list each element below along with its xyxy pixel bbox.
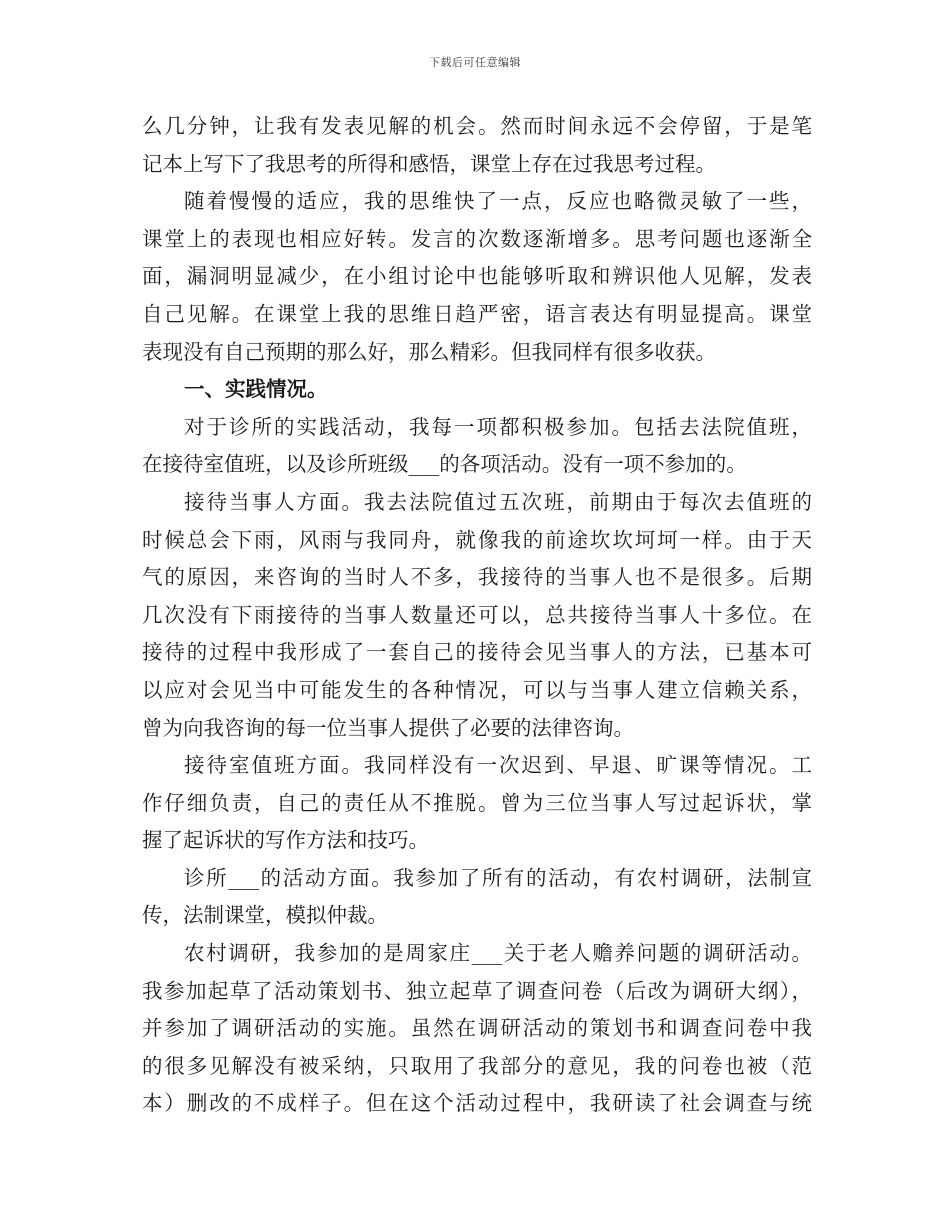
- text-line: 对于诊所的实践活动，我每一项都积极参加。包括去法院值班，: [184, 414, 812, 439]
- text-line: 几次没有下雨接待的当事人数量还可以，总共接待当事人十多位。在: [142, 602, 812, 627]
- text-line: 接待室值班方面。我同样没有一次迟到、早退、旷课等情况。工: [184, 753, 812, 778]
- text-line: 记本上写下了我思考的所得和感悟，课堂上存在过我思考过程。: [142, 151, 716, 176]
- text-line: 表现没有自己预期的那么好，那么精彩。但我同样有很多收获。: [142, 339, 716, 364]
- text-line: 我参加起草了活动策划书、独立起草了调查问卷（后改为调研大纲），: [142, 978, 812, 1003]
- text-line: 以应对会见当中可能发生的各种情况，可以与当事人建立信赖关系，: [142, 677, 812, 702]
- document-body: [142, 108, 812, 1123]
- text-line: 握了起诉状的写作方法和技巧。: [142, 828, 429, 853]
- text-line: 课堂上的表现也相应好转。发言的次数逐渐增多。思考问题也逐渐全: [142, 226, 812, 251]
- text-line: 并参加了调研活动的实施。虽然在调研活动的策划书和调查问卷中我: [142, 1016, 812, 1041]
- text-line: 作仔细负责，自己的责任从不推脱。曾为三位当事人写过起诉状，掌: [142, 790, 812, 815]
- text-line: 农村调研，我参加的是周家庄___关于老人赡养问题的调研活动。: [184, 941, 812, 966]
- text-line: 气的原因，来咨询的当时人不多，我接待的当事人也不是很多。后期: [142, 565, 812, 590]
- text-line: 么几分钟，让我有发表见解的机会。然而时间永远不会停留，于是笔: [142, 114, 812, 138]
- text-line: 的很多见解没有被采纳，只取用了我部分的意见，我的问卷也被（范: [142, 1053, 812, 1078]
- text-line: 随着慢慢的适应，我的思维快了一点，反应也略微灵敏了一些，: [184, 189, 812, 214]
- text-line: 在接待室值班，以及诊所班级___的各项活动。没有一项不参加的。: [142, 452, 747, 477]
- text-line: 诊所___的活动方面。我参加了所有的活动，有农村调研，法制宣: [184, 865, 812, 890]
- text-line: 曾为向我咨询的每一位当事人提供了必要的法律咨询。: [142, 715, 634, 740]
- text-line: 接待的过程中我形成了一套自己的接待会见当事人的方法，已基本可: [142, 640, 812, 665]
- text-line: 本）删改的不成样子。但在这个活动过程中，我研读了社会调查与统: [142, 1091, 812, 1116]
- text-line: 时候总会下雨，风雨与我同舟，就像我的前途坎坎坷坷一样。由于天: [142, 527, 812, 552]
- section-heading: 一、实践情况。: [184, 377, 328, 402]
- text-line: 面，漏洞明显减少，在小组讨论中也能够听取和辨识他人见解，发表: [142, 264, 812, 289]
- page-header: 下载后可任意编辑: [429, 56, 521, 69]
- text-line: 接待当事人方面。我去法院值过五次班，前期由于每次去值班的: [184, 489, 812, 514]
- text-line: 传，法制课堂，模拟仲裁。: [142, 903, 388, 928]
- text-line: 自己见解。在课堂上我的思维日趋严密，语言表达有明显提高。课堂: [142, 301, 812, 326]
